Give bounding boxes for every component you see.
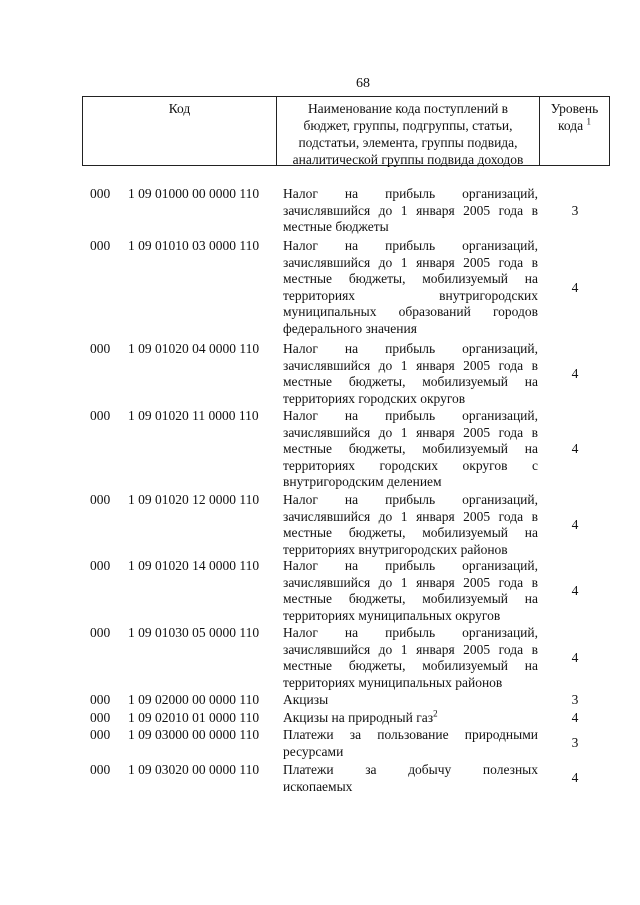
row-name-line: зачислявшийся до 1 января 2005 года в	[283, 574, 538, 590]
row-name-line: местные бюджеты, мобилизуемый на	[283, 658, 538, 674]
row-prefix: 000	[90, 762, 111, 777]
row-level: 3	[571, 735, 579, 751]
row-name	[283, 341, 538, 407]
row-code: 1 09 01030 05 0000 110	[128, 625, 260, 640]
row-code: 1 09 01020 11 0000 110	[128, 408, 259, 423]
row-name	[283, 492, 538, 558]
row-level: 4	[571, 582, 579, 598]
row-name-line: зачислявшийся до 1 января 2005 года в	[283, 202, 538, 218]
row-name-line: территориях внутригородских	[283, 287, 538, 303]
row-name-line: территориях муниципальных округов	[283, 607, 501, 623]
row-prefix: 000	[90, 692, 111, 707]
row-name-line: территориях внутригородских районов	[283, 541, 508, 557]
row-code: 1 09 01020 04 0000 110	[128, 341, 260, 356]
row-name-line: местные бюджеты, мобилизуемый на	[283, 525, 538, 541]
row-name-line: федерального значения	[283, 320, 417, 336]
row-level: 4	[571, 710, 579, 725]
header-code-label: Код	[168, 101, 191, 116]
row-name-line: Налог на прибыль организаций,	[283, 186, 538, 201]
header-level-line1: Уровень	[550, 101, 599, 116]
header-level-label: кода	[558, 118, 584, 133]
header-name-line: бюджет, группы, подгруппы, статьи,	[303, 118, 513, 133]
row-level: 3	[571, 692, 579, 707]
row-name	[283, 238, 538, 338]
row-level: 3	[571, 202, 579, 218]
row-name	[283, 762, 538, 795]
row-name-line: территориях муниципальных районов	[283, 674, 503, 690]
row-name	[283, 710, 538, 727]
row-name-line: территориях городских округов	[283, 390, 466, 406]
row-name-line: ископаемых	[283, 778, 353, 794]
row-name-line: местные бюджеты, мобилизуемый на	[283, 271, 538, 287]
row-name-line: зачислявшийся до 1 января 2005 года в	[283, 254, 538, 270]
row-code: 1 09 03020 00 0000 110	[128, 762, 260, 777]
row-level: 4	[571, 770, 579, 786]
row-name	[283, 727, 538, 760]
row-name-line: Налог на прибыль организаций,	[283, 492, 538, 507]
row-name-line: территориях городских округов с	[283, 457, 538, 473]
row-name	[283, 186, 538, 236]
row-level: 4	[571, 649, 579, 665]
row-name-line: Платежи за пользование природными	[283, 727, 538, 742]
row-level: 4	[571, 516, 579, 532]
row-code: 1 09 02010 01 0000 110	[128, 710, 260, 725]
row-level: 4	[571, 441, 579, 457]
row-code: 1 09 01020 12 0000 110	[128, 492, 260, 507]
row-code: 1 09 03000 00 0000 110	[128, 727, 260, 742]
row-name	[283, 625, 538, 691]
row-name-line: Налог на прибыль организаций,	[283, 341, 538, 356]
row-name-line: ресурсами	[283, 743, 344, 759]
row-prefix: 000	[90, 710, 111, 725]
row-code: 1 09 01000 00 0000 110	[128, 186, 260, 201]
row-name-line: внутригородским делением	[283, 474, 442, 490]
row-level: 4	[571, 365, 579, 381]
row-level: 4	[571, 279, 579, 295]
row-name-line: местные бюджеты, мобилизуемый на	[283, 591, 538, 607]
header-name-line: Наименование кода поступлений в	[307, 101, 509, 116]
row-name-line: муниципальных образований городов	[283, 304, 538, 320]
row-prefix: 000	[90, 186, 111, 201]
row-name-line: местные бюджеты	[283, 219, 389, 235]
row-name-line: зачислявшийся до 1 января 2005 года в	[283, 357, 538, 373]
page-number: 68	[356, 76, 370, 91]
row-prefix: 000	[90, 492, 111, 507]
row-name	[283, 408, 538, 491]
row-prefix: 000	[90, 408, 111, 423]
row-name	[283, 692, 538, 709]
row-name-line: Налог на прибыль организаций,	[283, 408, 538, 423]
row-name-line: Налог на прибыль организаций,	[283, 558, 538, 573]
row-name-line: Налог на прибыль организаций,	[283, 625, 538, 640]
row-code: 1 09 01020 14 0000 110	[128, 558, 260, 573]
row-name-line: зачислявшийся до 1 января 2005 года в	[283, 424, 538, 440]
header-name-line: аналитической группы подвида доходов	[292, 152, 524, 167]
header-name-line: подстатьи, элемента, группы подвида,	[298, 135, 518, 150]
header-level-footnote: 1	[586, 116, 591, 127]
row-name-line: зачислявшийся до 1 января 2005 года в	[283, 641, 538, 657]
row-name-line: Акцизы	[283, 692, 329, 707]
row-prefix: 000	[90, 558, 111, 573]
row-name-line: зачислявшийся до 1 января 2005 года в	[283, 508, 538, 524]
row-code: 1 09 02000 00 0000 110	[128, 692, 260, 707]
row-name-line: местные бюджеты, мобилизуемый на	[283, 374, 538, 390]
row-name-footnote: 2	[433, 708, 438, 719]
row-name-line	[283, 710, 538, 727]
row-prefix: 000	[90, 238, 111, 253]
row-name-line: Налог на прибыль организаций,	[283, 238, 538, 253]
row-name-line: Платежи за добычу полезных	[283, 762, 538, 777]
row-name-line: местные бюджеты, мобилизуемый на	[283, 441, 538, 457]
row-code: 1 09 01010 03 0000 110	[128, 238, 260, 253]
row-name-text: Акцизы на природный газ	[283, 710, 434, 725]
row-name	[283, 558, 538, 624]
row-prefix: 000	[90, 625, 111, 640]
row-prefix: 000	[90, 341, 111, 356]
row-prefix: 000	[90, 727, 111, 742]
